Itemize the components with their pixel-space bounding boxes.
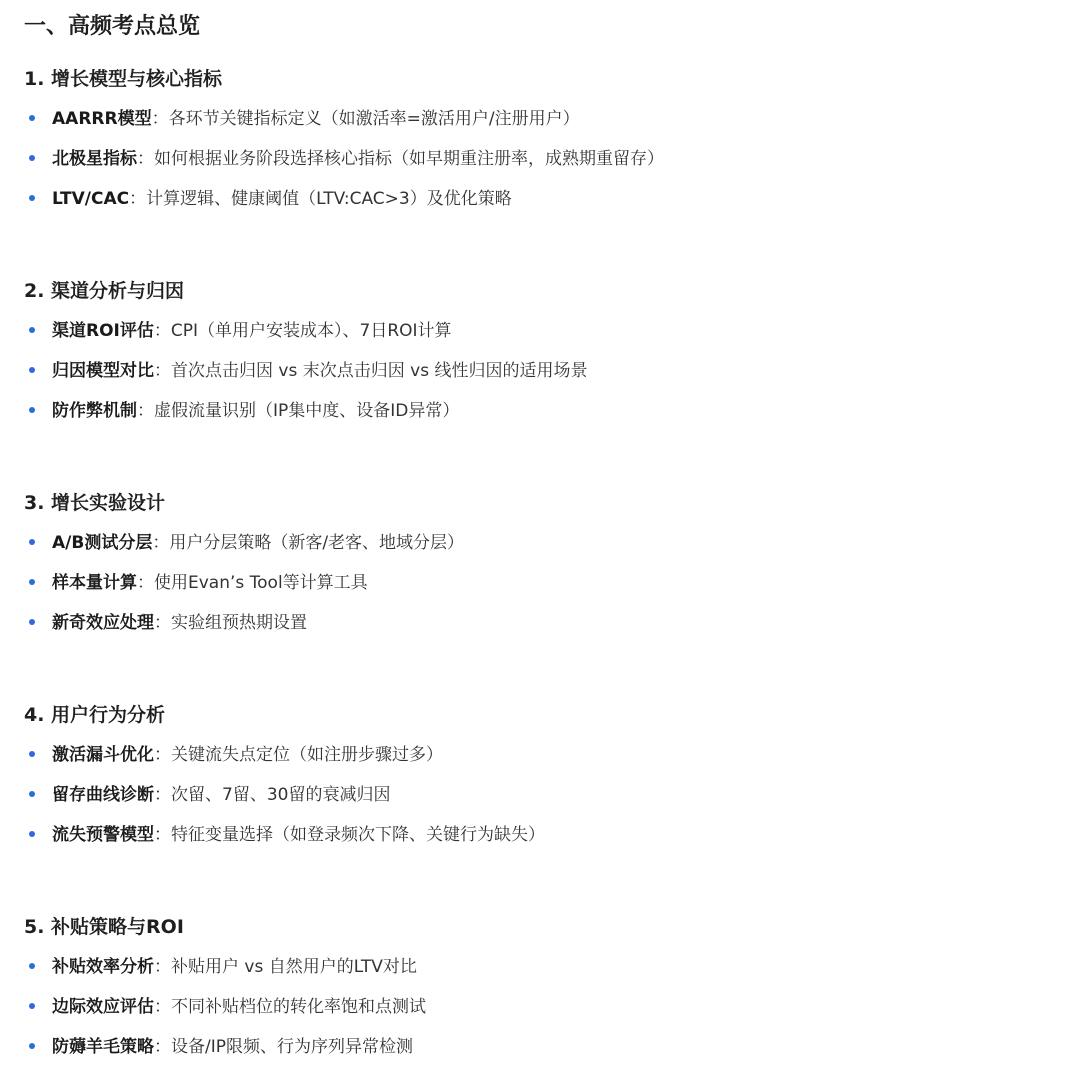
bullet-icon xyxy=(29,751,35,757)
item-separator: ： xyxy=(151,109,169,129)
item-separator: ： xyxy=(153,321,171,341)
bullet-icon xyxy=(29,831,35,837)
item-description: 实验组预热期设置 xyxy=(171,613,307,633)
section-heading: 2. 渠道分析与归因 xyxy=(24,280,185,302)
item-description: 特征变量选择（如登录频次下降、关键行为缺失） xyxy=(171,825,545,845)
item-term: 防薅羊毛策略 xyxy=(52,1037,154,1057)
bullet-icon xyxy=(29,1003,35,1009)
bullet-icon xyxy=(29,115,35,121)
section-heading: 3. 增长实验设计 xyxy=(24,492,166,514)
bullet-icon xyxy=(29,327,35,333)
section-heading: 5. 补贴策略与ROI xyxy=(24,916,184,938)
item-description: 次留、7留、30留的衰减归因 xyxy=(171,785,391,805)
item-text xyxy=(52,954,417,980)
item-term: A/B测试分层 xyxy=(52,533,153,553)
section-growth-model xyxy=(24,66,1064,209)
item-separator: ： xyxy=(154,825,171,845)
item-text xyxy=(52,530,464,556)
item-term: 新奇效应处理 xyxy=(52,613,154,633)
item-separator: ： xyxy=(137,573,154,593)
item-separator: ： xyxy=(154,957,171,977)
bullet-icon xyxy=(29,155,35,161)
item-separator: ： xyxy=(154,997,171,1017)
item-term: AARRR模型 xyxy=(52,109,152,129)
item-separator: ： xyxy=(154,613,171,633)
bullet-icon xyxy=(29,407,35,413)
item-separator: ： xyxy=(154,785,171,805)
item-separator: ： xyxy=(154,745,171,765)
item-term: 激活漏斗优化 xyxy=(52,745,154,765)
item-text xyxy=(52,822,545,848)
item-separator: ： xyxy=(129,189,147,209)
item-term: 留存曲线诊断 xyxy=(52,785,154,805)
item-text xyxy=(52,782,390,808)
item-term: 样本量计算 xyxy=(52,573,137,593)
item-text xyxy=(52,318,452,344)
item-text xyxy=(52,994,426,1020)
item-separator: ： xyxy=(152,533,170,553)
section-subsidy-strategy xyxy=(24,914,1064,1057)
item-description: 关键流失点定位（如注册步骤过多） xyxy=(171,745,443,765)
item-text xyxy=(52,146,664,172)
item-term: 补贴效率分析 xyxy=(52,957,154,977)
bullet-icon xyxy=(29,619,35,625)
bullet-icon xyxy=(29,539,35,545)
section-heading: 4. 用户行为分析 xyxy=(24,704,166,726)
page-title: 一、高频考点总览 xyxy=(24,14,201,39)
item-description: 用户分层策略（新客/老客、地域分层） xyxy=(169,533,465,553)
item-description: 如何根据业务阶段选择核心指标（如早期重注册率，成熟期重留存） xyxy=(154,149,664,169)
section-user-behavior xyxy=(24,702,1064,845)
item-separator: ： xyxy=(137,401,154,421)
item-text xyxy=(52,186,512,212)
item-description: 使用Evan’s Tool等计算工具 xyxy=(154,573,368,593)
bullet-icon xyxy=(29,367,35,373)
item-description: 设备/IP限频、行为序列异常检测 xyxy=(171,1037,413,1057)
bullet-icon xyxy=(29,195,35,201)
item-separator: ： xyxy=(154,361,171,381)
item-description: 补贴用户 vs 自然用户的LTV对比 xyxy=(171,957,417,977)
item-text xyxy=(52,106,580,132)
item-separator: ： xyxy=(137,149,154,169)
item-term: 归因模型对比 xyxy=(52,361,154,381)
bullet-icon xyxy=(29,1043,35,1049)
bullet-icon xyxy=(29,791,35,797)
item-description: 各环节关键指标定义（如激活率=激活用户/注册用户） xyxy=(168,109,580,129)
item-text xyxy=(52,398,459,424)
item-term: 渠道ROI评估 xyxy=(52,321,154,341)
item-term: LTV/CAC xyxy=(52,189,130,209)
item-term: 防作弊机制 xyxy=(52,401,137,421)
item-description: 计算逻辑、健康阈值（LTV:CAC>3）及优化策略 xyxy=(146,189,512,209)
item-description: 首次点击归因 vs 末次点击归因 vs 线性归因的适用场景 xyxy=(171,361,588,381)
item-text xyxy=(52,1034,413,1060)
section-heading: 1. 增长模型与核心指标 xyxy=(24,68,223,90)
item-description: 虚假流量识别（IP集中度、设备ID异常） xyxy=(154,401,460,421)
item-term: 北极星指标 xyxy=(52,149,137,169)
bullet-icon xyxy=(29,579,35,585)
item-text xyxy=(52,742,443,768)
item-description: CPI（单用户安装成本）、7日ROI计算 xyxy=(170,321,452,341)
bullet-icon xyxy=(29,963,35,969)
item-description: 不同补贴档位的转化率饱和点测试 xyxy=(171,997,426,1017)
item-term: 流失预警模型 xyxy=(52,825,154,845)
section-experiment-design xyxy=(24,490,1064,633)
item-term: 边际效应评估 xyxy=(52,997,154,1017)
item-text xyxy=(52,610,307,636)
item-separator: ： xyxy=(154,1037,171,1057)
item-text xyxy=(52,358,587,384)
item-text xyxy=(52,570,368,596)
section-channel-analysis xyxy=(24,278,1064,421)
